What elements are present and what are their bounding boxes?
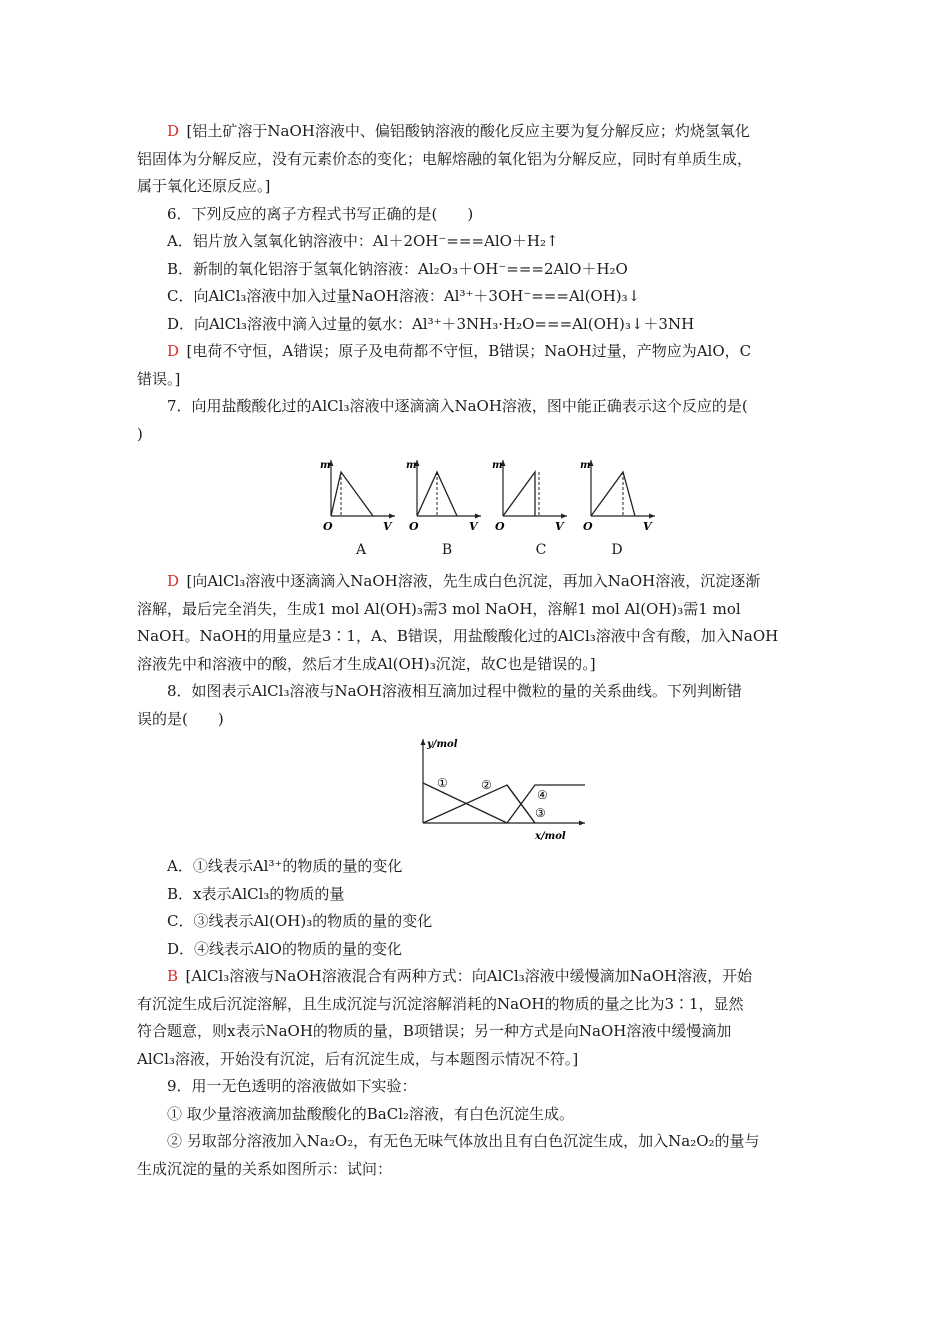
q9-item-2-line: 生成沉淀的量的关系如图所示：试问： [137, 1159, 393, 1178]
q7-graph-a [317, 454, 397, 542]
q6-option-a: A．铝片放入氢氧化钠溶液中：Al＋2OH⁻===AlO＋H₂↑ [167, 232, 559, 250]
origin-label: O [583, 520, 593, 533]
q8-explanation-line: AlCl₃溶液，开始没有沉淀，后有沉淀生成，与本题图示情况不符。] [137, 1049, 579, 1068]
q7-explanation-line: NaOH。NaOH的用量应是3∶1，A、B错误，用盐酸酸化过的AlCl₃溶液中含有酸，加入NaOH [137, 627, 779, 645]
q7-explanation-line: [向AlCl₃溶液中逐滴滴入NaOH溶液，先生成白色沉淀，再加入NaOH溶液，沉淀逐渐 [186, 572, 761, 590]
q8-option-c: C．③线表示Al(OH)₃的物质的量的变化 [167, 912, 433, 930]
q9-item-2: ② 另取部分溶液加入Na₂O₂，有无色无味气体放出且有白色沉淀生成，加入Na₂O₂的量与 [167, 1132, 760, 1150]
q7-figure-c [489, 454, 569, 542]
q6-explanation [137, 338, 827, 366]
q6-answer-letter: D [167, 342, 180, 360]
q7-label-d: D [611, 542, 623, 558]
axis-v-label: V [643, 520, 652, 533]
axis-v-label: V [555, 520, 564, 533]
q5-explanation-line: [铝土矿溶于NaOH溶液中、偏铝酸钠溶液的酸化反应主要为复分解反应；灼烧氢氧化 [186, 122, 750, 140]
q5-explanation-line: 属于氧化还原反应。] [137, 177, 271, 195]
q6-option-c: C．向AlCl₃溶液中加入过量NaOH溶液：Al³⁺＋3OH⁻===Al(OH)₃↓ [167, 287, 641, 305]
axis-m-label: m [406, 460, 417, 471]
q7-figure-b [403, 454, 483, 542]
q8-graph [413, 735, 603, 847]
q9-item-1: ① 取少量溶液滴加盐酸酸化的BaCl₂溶液，有白色沉淀生成。 [167, 1104, 575, 1123]
y-axis-label: y/mol [427, 739, 458, 750]
q8-stem-line: 误的是( ) [137, 709, 224, 728]
q5-explanation [137, 118, 827, 146]
origin-label: O [409, 520, 419, 533]
q8-option-b: B．x表示AlCl₃的物质的量 [167, 884, 345, 903]
axis-m-label: m [320, 460, 331, 471]
curve-label-1: ① [437, 776, 448, 790]
document-page [137, 118, 827, 1183]
q6-explanation-line: [电荷不守恒，A错误；原子及电荷都不守恒，B错误；NaOH过量，产物应为AlO，C [186, 342, 752, 360]
curve-label-2: ② [481, 778, 492, 792]
q9-stem: 9．用一无色透明的溶液做如下实验： [167, 1077, 417, 1095]
q7-label-c: C [535, 542, 547, 558]
axis-m-label: m [492, 460, 503, 471]
q8-figure [137, 735, 827, 847]
q8-explanation [137, 963, 827, 991]
curve-label-3: ③ [535, 806, 546, 820]
origin-label: O [323, 520, 333, 533]
axis-v-label: V [469, 520, 478, 533]
axis-v-label: V [383, 520, 392, 533]
q7-graph-b [403, 454, 483, 542]
q7-label-a: A [355, 542, 367, 558]
q8-explanation-line: 有沉淀生成后沉淀溶解，且生成沉淀与沉淀溶解消耗的NaOH的物质的量之比为3∶1，显然 [137, 994, 744, 1013]
curve-label-4: ④ [537, 788, 548, 802]
q7-stem: 7．向用盐酸酸化过的AlCl₃溶液中逐滴滴入NaOH溶液，图中能正确表示这个反应的是( [167, 397, 748, 415]
q7-graph-c [489, 454, 569, 542]
q5-answer-letter: D [167, 122, 180, 140]
q7-figure-row [137, 454, 827, 564]
axis-m-label: m [580, 460, 591, 471]
q6-option-d: D．向AlCl₃溶液中滴入过量的氨水：Al³⁺＋3NH₃·H₂O===Al(OH)₃↓＋3NH [167, 314, 695, 333]
q8-answer-letter: B [167, 967, 179, 985]
q8-option-d: D．④线表示AlO的物质的量的变化 [167, 939, 402, 958]
q7-graph-d [577, 454, 657, 542]
q7-explanation-line: 溶液先中和溶液中的酸，然后才生成Al(OH)₃沉淀，故C也是错误的。] [137, 654, 596, 673]
q7-explanation-line: 溶解，最后完全消失，生成1 mol Al(OH)₃需3 mol NaOH，溶解1 mol Al(OH)₃需1 mol [137, 599, 741, 618]
x-axis-label: x/mol [535, 831, 566, 842]
q5-explanation-line: 铝固体为分解反应，没有元素价态的变化；电解熔融的氧化铝为分解反应，同时有单质生成， [137, 149, 753, 168]
q7-figure-a [317, 454, 397, 542]
q7-answer-letter: D [167, 572, 180, 590]
q7-label-b: B [441, 542, 453, 558]
q8-explanation-line: [AlCl₃溶液与NaOH溶液混合有两种方式：向AlCl₃溶液中缓慢滴加NaOH溶液，开始 [185, 967, 753, 985]
q8-stem: 8．如图表示AlCl₃溶液与NaOH溶液相互滴加过程中微粒的量的关系曲线。下列判断错 [167, 682, 742, 700]
origin-label: O [495, 520, 505, 533]
q8-explanation-line: 符合题意，则x表示NaOH的物质的量，B项错误；另一种方式是向NaOH溶液中缓慢滴加 [137, 1022, 732, 1040]
q7-figure-d [577, 454, 657, 542]
q8-option-a: A．①线表示Al³⁺的物质的量的变化 [167, 857, 403, 875]
q6-explanation-line: 错误。] [137, 369, 181, 388]
q7-explanation [137, 568, 827, 596]
q6-stem: 6．下列反应的离子方程式书写正确的是( ) [167, 204, 474, 223]
q6-option-b: B．新制的氧化铝溶于氢氧化钠溶液：Al₂O₃＋OH⁻===2AlO＋H₂O [167, 259, 628, 278]
q7-stem-line: ) [137, 424, 143, 443]
